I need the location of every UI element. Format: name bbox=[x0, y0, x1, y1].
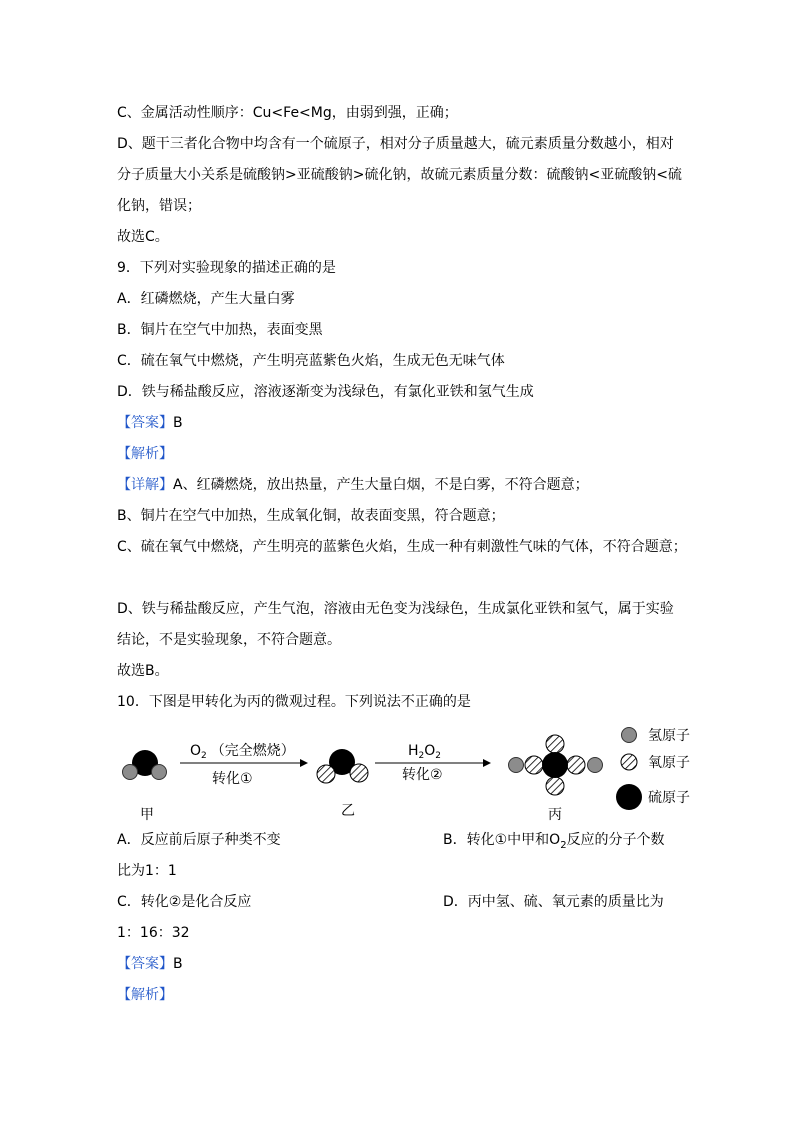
molecule-yi bbox=[317, 749, 368, 783]
text-line: 化钠，错误； bbox=[117, 198, 201, 214]
label-bing: 丙 bbox=[548, 807, 562, 823]
arrow-2 bbox=[375, 743, 491, 783]
text-line: D、题干三者化合物中均含有一个硫原子，相对分子质量越大，硫元素质量分数越小，相对 bbox=[117, 136, 674, 152]
arrow2-top-label: $H_2O_2$ bbox=[408, 743, 442, 761]
sulfur-atom bbox=[542, 752, 568, 778]
answer-tag: 【答案】 bbox=[117, 956, 173, 972]
oxygen-atom bbox=[317, 765, 335, 783]
oxygen-atom bbox=[350, 764, 368, 782]
option-b: B．铜片在空气中加热，表面变黑 bbox=[117, 322, 323, 338]
legend-sulfur-label: 硫原子 bbox=[648, 790, 690, 806]
hydrogen-atom bbox=[588, 758, 603, 773]
answer-line bbox=[117, 413, 183, 433]
answer-value: B bbox=[173, 956, 183, 972]
analysis-tag bbox=[117, 444, 173, 464]
question-9: 9．下列对实验现象的描述正确的是 bbox=[117, 260, 336, 276]
legend-oxygen-icon bbox=[621, 754, 637, 770]
label-jia: 甲 bbox=[140, 807, 154, 823]
molecule-diagram bbox=[110, 718, 730, 830]
option-c: C．硫在氧气中燃烧，产生明亮蓝紫色火焰，生成无色无味气体 bbox=[117, 353, 505, 369]
legend bbox=[616, 728, 690, 811]
hydrogen-atom bbox=[123, 765, 138, 780]
legend-oxygen-label: 氧原子 bbox=[648, 755, 690, 771]
option-d: D．丙中氢、硫、氧元素的质量比为 bbox=[443, 894, 664, 910]
option-a: A．反应前后原子种类不变 bbox=[117, 832, 281, 848]
option-d: D．铁与稀盐酸反应，溶液逐渐变为浅绿色，有氯化亚铁和氢气生成 bbox=[117, 384, 534, 400]
oxygen-atom bbox=[546, 735, 564, 753]
oxygen-atom bbox=[546, 777, 564, 795]
detail-tag: 【详解】 bbox=[117, 477, 173, 493]
answer-line bbox=[117, 954, 183, 974]
oxygen-atom bbox=[525, 756, 543, 774]
option-c: C．转化②是化合反应 bbox=[117, 894, 252, 910]
label-yi: 乙 bbox=[341, 803, 355, 819]
text-line: C、硫在氧气中燃烧，产生明亮的蓝紫色火焰，生成一种有刺激性气味的气体，不符合题意； bbox=[117, 539, 687, 555]
molecule-jia bbox=[123, 750, 167, 780]
analysis-label: 【解析】 bbox=[117, 446, 173, 462]
text-line: 故选C。 bbox=[117, 229, 169, 245]
hydrogen-atom bbox=[509, 758, 524, 773]
oxygen-atom bbox=[567, 756, 585, 774]
option-d-cont: 1：16：32 bbox=[117, 925, 190, 941]
analysis-label: 【解析】 bbox=[117, 987, 173, 1003]
arrow2-bottom-label: 转化② bbox=[402, 767, 443, 783]
hydrogen-atom bbox=[152, 765, 167, 780]
question-10: 10．下图是甲转化为丙的微观过程。下列说法不正确的是 bbox=[117, 694, 471, 710]
analysis-tag bbox=[117, 985, 173, 1005]
arrow1-bottom-label: 转化① bbox=[212, 771, 253, 787]
text-line: 分子质量大小关系是硫酸钠>亚硫酸钠>硫化钠，故硫元素质量分数：硫酸钠<亚硫酸钠<硫 bbox=[117, 167, 682, 183]
text-line: C、金属活动性顺序：Cu<Fe<Mg，由弱到强，正确； bbox=[117, 105, 458, 121]
arrow1-top-label: $O_2$ （完全燃烧） bbox=[190, 743, 295, 761]
molecule-bing bbox=[509, 735, 603, 795]
legend-sulfur-icon bbox=[616, 784, 642, 810]
text-line: 结论，不是实验现象，不符合题意。 bbox=[117, 632, 341, 648]
legend-hydrogen-icon bbox=[622, 728, 637, 743]
text-line: B、铜片在空气中加热，生成氧化铜，故表面变黑，符合题意； bbox=[117, 508, 505, 524]
answer-tag: 【答案】 bbox=[117, 415, 173, 431]
arrow-1 bbox=[180, 742, 308, 787]
detail-text: A、红磷燃烧，放出热量，产生大量白烟，不是白雾，不符合题意； bbox=[173, 477, 589, 493]
text-line: 故选B。 bbox=[117, 663, 169, 679]
option-a: A．红磷燃烧，产生大量白雾 bbox=[117, 291, 295, 307]
option-b-cont: 比为1：1 bbox=[117, 863, 177, 879]
text-line: D、铁与稀盐酸反应，产生气泡，溶液由无色变为浅绿色，生成氯化亚铁和氢气，属于实验 bbox=[117, 601, 674, 617]
detail-line bbox=[117, 475, 589, 495]
option-b: B．转化①中甲和$O_2$反应的分子个数 bbox=[443, 832, 665, 851]
legend-hydrogen-label: 氢原子 bbox=[648, 728, 690, 744]
answer-value: B bbox=[173, 415, 183, 431]
